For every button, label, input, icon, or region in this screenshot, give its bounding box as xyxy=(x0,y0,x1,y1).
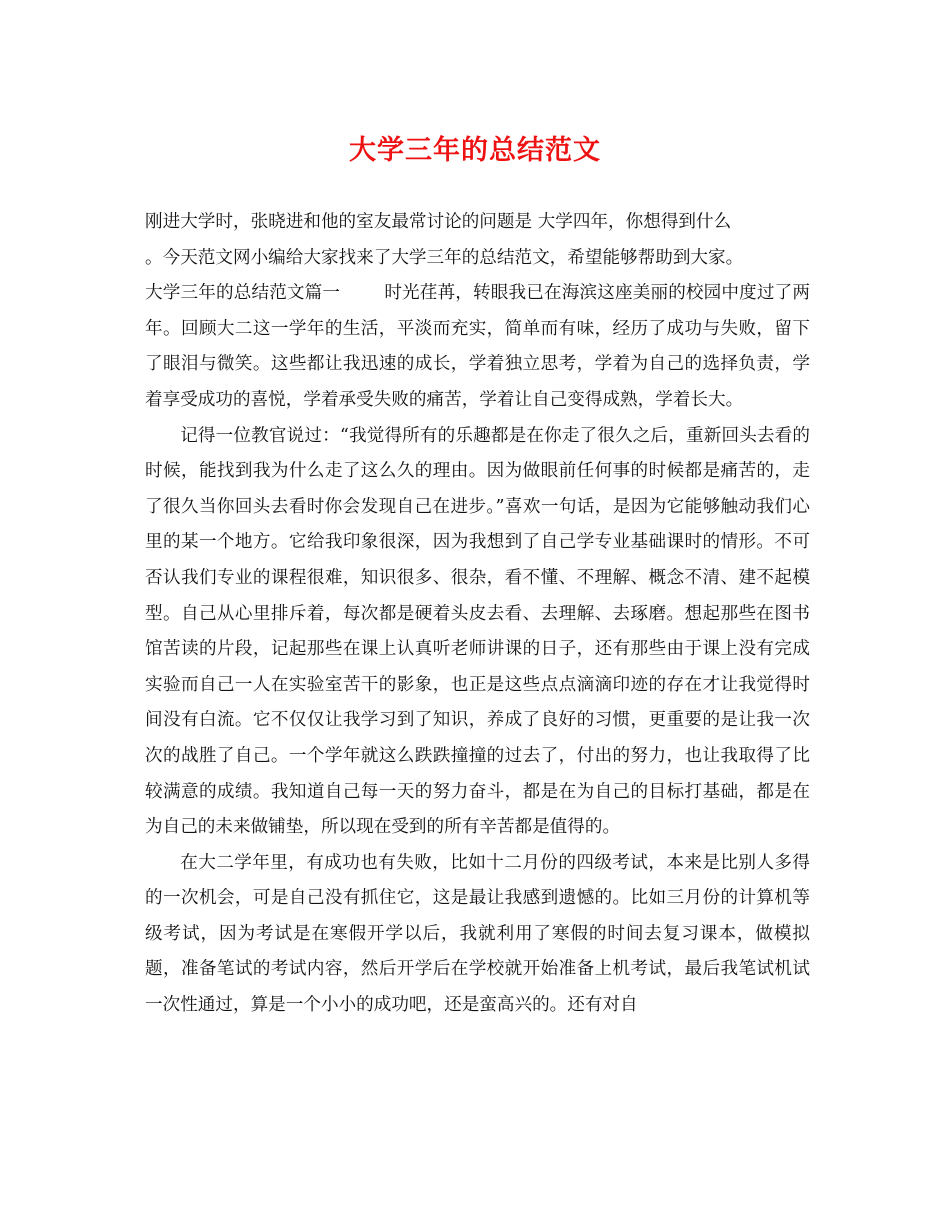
intro-line-1: 刚进大学时，张晓进和他的室友最常讨论的问题是 大学四年，你想得到什么 xyxy=(145,212,732,232)
section-first-paragraph xyxy=(145,276,810,418)
paragraph: 在大二学年里，有成功也有失败，比如十二月份的四级考试，本来是比别人多得的一次机会，可是自己没有抓住它，这是最让我感到遗憾的。比如三月份的计算机等级考试，因为考试是在寒假开学以后，我就利用了寒假的时间去复习课本，做模拟题，准备笔试的考试内容，然后开学后在学校就开始准备上机考试，最后我笔试机试一次性通过，算是一个小小的成功吧，还是蛮高兴的。还有对自 xyxy=(145,852,810,1016)
section-heading: 大学三年的总结范文篇一 xyxy=(145,283,341,304)
document-title: 大学三年的总结范文 xyxy=(349,135,601,166)
paragraph: 记得一位教官说过：“我觉得所有的乐趣都是在你走了很久之后，重新回头去看的时候，能找到我为什么走了这么久的理由。因为做眼前任何事的时候都是痛苦的，走了很久当你回头去看时你会发现自己在进步。”喜欢一句话，是因为它能够触动我们心里的某一个地方。它给我印象很深，因为我想到了自己学专业基础课时的情形。不可否认我们专业的课程很难，知识很多、很杂，看不懂、不理解、概念不清、建不起模型。自己从心里排斥着，每次都是硬着头皮去看、去理解、去琢磨。想起那些在图书馆苦读的片段，记起那些在课上认真听老师讲课的日子，还有那些由于课上没有完成实验而自己一人在实验室苦干的影象，也正是这些点点滴滴印迹的存在才让我觉得时间没有白流。它不仅仅让我学习到了知识，养成了良好的习惯，更重要的是让我一次次的战胜了自己。一个学年就这么跌跌撞撞的过去了，付出的努力，也让我取得了比较满意的成绩。我知道自己每一天的努力奋斗，都是在为自己的目标打基础，都是在为自己的未来做铺垫，所以现在受到的所有辛苦都是值得的。 xyxy=(145,425,810,838)
intro-line-2: 。今天范文网小编给大家找来了大学三年的总结范文，希望能够帮助到大家。 xyxy=(145,247,744,268)
document-body xyxy=(145,205,810,1024)
section-first-paragraph-text: 时光荏苒，转眼我已在海滨这座美丽的校园中度过了两年。回顾大二这一学年的生活，平淡而充实，简单而有味，经历了成功与失败，留下了眼泪与微笑。这些都让我迅速的成长，学着独立思考，学着为自己的选择负责，学着享受成功的喜悦，学着承受失败的痛苦，学着让自己变得成熟，学着长大。 xyxy=(145,283,810,410)
